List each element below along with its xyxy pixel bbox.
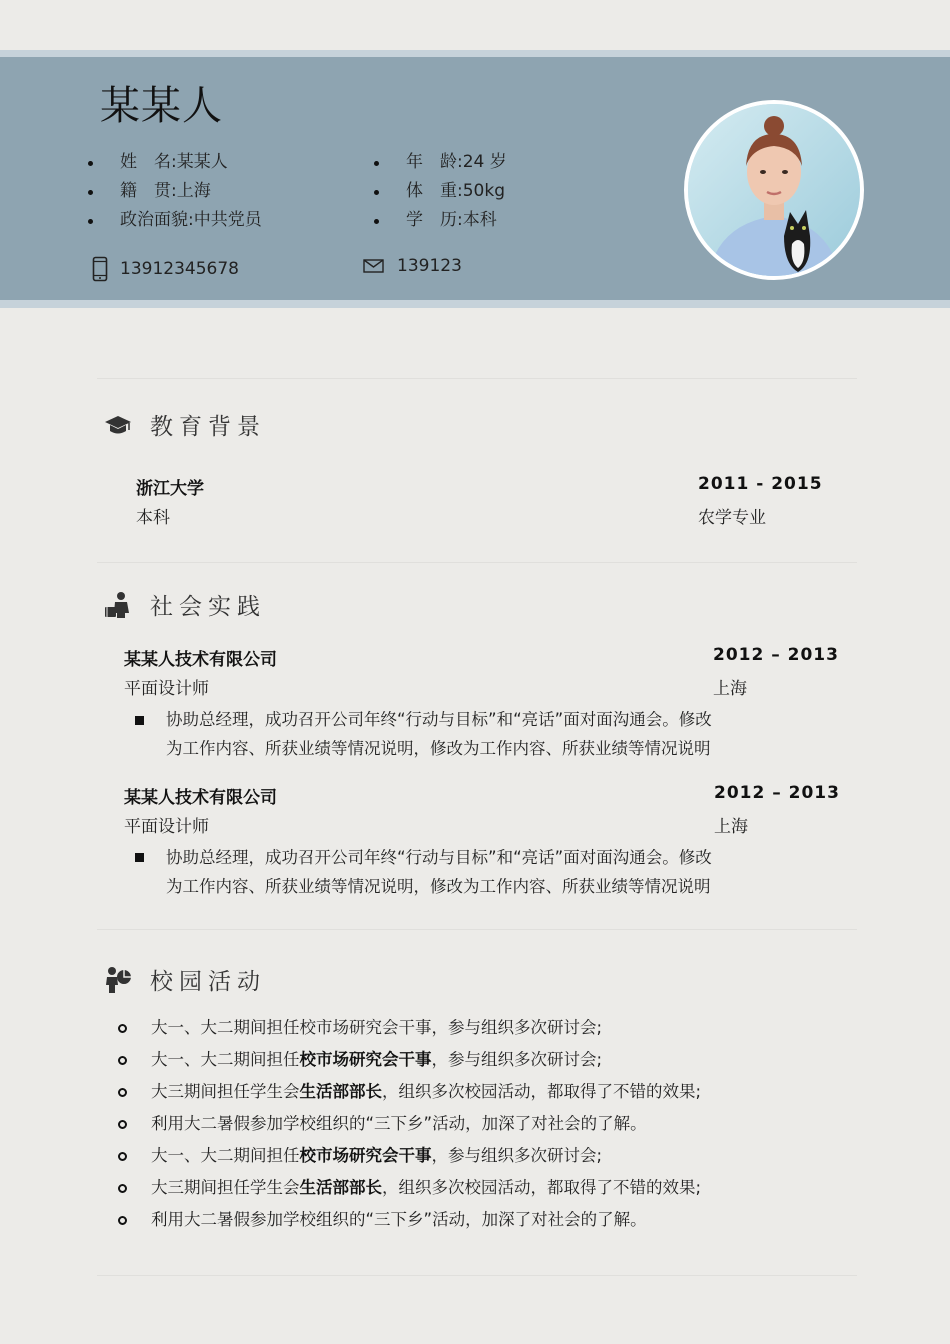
section-title-text: 校园活动: [150, 969, 266, 995]
info-item-age: 年 龄:24 岁: [374, 148, 507, 177]
job-location: 上海: [714, 817, 748, 837]
education-dates: 2011 - 2015: [698, 474, 823, 494]
info-item-education: 学 历:本科: [374, 206, 507, 235]
job-dates: 2012 – 2013: [713, 645, 839, 665]
info-item-name: 姓 名:某某人: [88, 148, 262, 177]
list-item: 利用大二暑假参加学校组织的“三下乡”活动，加深了对社会的了解。: [118, 1108, 701, 1140]
phone-icon: [92, 256, 108, 282]
section-campus: [104, 963, 266, 996]
list-item: 大一、大二期间担任校市场研究会干事，参与组织多次研讨会;: [118, 1012, 701, 1044]
ring-bullet-icon: [118, 1184, 127, 1193]
phone-number: 13912345678: [120, 259, 239, 279]
ring-bullet-icon: [118, 1024, 127, 1033]
list-item: 大一、大二期间担任校市场研究会干事，参与组织多次研讨会;: [118, 1044, 701, 1076]
list-item: 利用大二暑假参加学校组织的“三下乡”活动，加深了对社会的了解。: [118, 1204, 701, 1236]
ring-bullet-icon: [118, 1056, 127, 1065]
ring-bullet-icon: [118, 1216, 127, 1225]
job-role: 平面设计师: [124, 679, 209, 699]
info-item-political: 政治面貌:中共党员: [88, 206, 262, 235]
profile-photo-icon: [688, 104, 860, 276]
activity-list: [118, 1012, 701, 1236]
job-description: 协助总经理，成功召开公司年终“行动与目标”和“亮话”面对面沟通会。修改 为工作内容、所获业绩等情况说明，修改为工作内容、所获业绩等情况说明: [166, 848, 712, 896]
list-item: 大三期间担任学生会生活部部长，组织多次校园活动，都取得了不错的效果;: [118, 1172, 701, 1204]
worker-icon: [104, 591, 132, 619]
section-education: [104, 408, 266, 441]
email-value: 139123: [397, 256, 462, 276]
basic-info-right: [374, 148, 507, 235]
company-name: 某某人技术有限公司: [124, 650, 277, 670]
divider: [97, 1275, 857, 1276]
bullet-icon: [135, 716, 144, 725]
job-description: 协助总经理，成功召开公司年终“行动与目标”和“亮话”面对面沟通会。修改 为工作内容、所获业绩等情况说明，修改为工作内容、所获业绩等情况说明: [166, 710, 712, 758]
degree: 本科: [136, 508, 170, 528]
graduation-cap-icon: [104, 414, 132, 436]
section-title-text: 社会实践: [150, 594, 266, 620]
ring-bullet-icon: [118, 1088, 127, 1097]
bullet-icon: [135, 853, 144, 862]
presenter-icon: [104, 966, 132, 994]
mail-icon: [363, 258, 385, 274]
info-item-hometown: 籍 贯:上海: [88, 177, 262, 206]
major: 农学专业: [698, 508, 766, 528]
section-practice: [104, 588, 266, 621]
job-role: 平面设计师: [124, 817, 209, 837]
school-name: 浙江大学: [136, 479, 204, 499]
phone-contact: [92, 256, 239, 282]
email-contact: [363, 256, 462, 276]
list-item: 大三期间担任学生会生活部部长，组织多次校园活动，都取得了不错的效果;: [118, 1076, 701, 1108]
ring-bullet-icon: [118, 1120, 127, 1129]
job-location: 上海: [713, 679, 747, 699]
section-title-text: 教育背景: [150, 414, 266, 440]
divider: [97, 378, 857, 379]
job-dates: 2012 – 2013: [714, 783, 840, 803]
info-item-weight: 体 重:50kg: [374, 177, 507, 206]
list-item: 大一、大二期间担任校市场研究会干事，参与组织多次研讨会;: [118, 1140, 701, 1172]
person-name: 某某人: [100, 83, 223, 129]
divider: [97, 929, 857, 930]
basic-info-left: [88, 148, 262, 235]
avatar: [684, 100, 864, 280]
company-name: 某某人技术有限公司: [124, 788, 277, 808]
divider: [97, 562, 857, 563]
ring-bullet-icon: [118, 1152, 127, 1161]
